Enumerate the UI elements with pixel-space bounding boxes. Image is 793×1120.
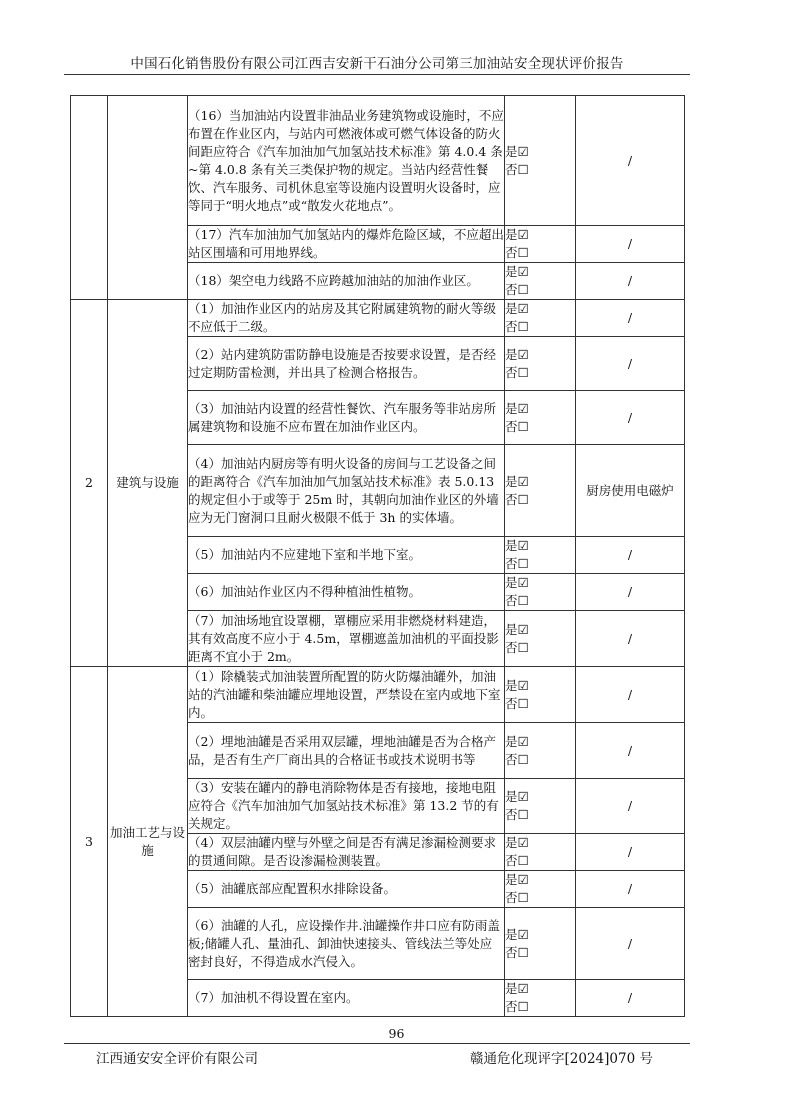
check-note: / [576, 263, 685, 300]
section-category: 建筑与设施 [108, 300, 188, 667]
check-note: / [576, 537, 685, 574]
check-result [505, 391, 576, 445]
result-yes-checked: 是☑ [505, 538, 529, 553]
check-item-description: （16）当加油站内设置非油品业务建筑物或设施时，不应布置在作业区内，与站内可燃液体或可燃气体设备的防火间距应符合《汽车加油加气加氢站技术标准》第 4.0.4 条~第 4.0.8 条有关三类保护物的规定。当站内经营性餐饮、汽车服务、司机休息室等设施内设置明火设备时，应等同于“明火地点”或“散发火花地点”。 [188, 96, 505, 226]
check-result [505, 537, 576, 574]
check-item-description: （1）加油作业区内的站房及其它附属建筑物的耐火等级不应低于二级。 [188, 300, 505, 337]
result-yes-checked: 是☑ [505, 264, 529, 279]
check-result [505, 779, 576, 834]
check-note: / [576, 96, 685, 226]
section-number: 2 [71, 300, 108, 667]
check-result [505, 611, 576, 667]
check-item-description: （2）站内建筑防雷防静电设施是否按要求设置，是否经过定期防雷检测，并出具了检测合格报告。 [188, 337, 505, 391]
check-note: / [576, 667, 685, 723]
check-item-description: （18）架空电力线路不应跨越加油站的加油作业区。 [188, 263, 505, 300]
result-no-unchecked: 否☐ [505, 593, 529, 608]
result-yes-checked: 是☑ [505, 621, 529, 637]
check-item-description: （7）加油场地宜设罩棚，罩棚应采用非燃烧材料建造，其有效高度不应小于 4.5m，罩棚遮盖加油机的平面投影距离不宜小于 2m。 [188, 611, 505, 667]
check-note: / [576, 834, 685, 871]
check-note: / [576, 391, 685, 445]
check-item-description: （4）双层油罐内壁与外壁之间是否有满足渗漏检测要求的贯通间隙。是否设渗漏检测装置。 [188, 834, 505, 871]
result-yes-checked: 是☑ [505, 473, 529, 489]
result-yes-checked: 是☑ [505, 227, 529, 242]
result-yes-checked: 是☑ [505, 575, 529, 590]
check-note: / [576, 226, 685, 263]
check-item-description: （2）埋地油罐是否采用双层罐，埋地油罐是否为合格产品，是否有生产厂商出具的合格证书或技术说明书等 [188, 723, 505, 779]
header-rule [64, 74, 690, 75]
checklist-table [70, 95, 685, 1017]
result-no-unchecked: 否☐ [505, 695, 529, 711]
check-item-description: （5）加油站内不应建地下室和半地下室。 [188, 537, 505, 574]
check-item-description: （6）油罐的人孔，应设操作井.油罐操作井口应有防雨盖板;储罐人孔、量油孔、卸油快速接头、管线法兰等处应密封良好，不得造成水汽侵入。 [188, 908, 505, 980]
check-item-description: （6）加油站作业区内不得种植油性植物。 [188, 574, 505, 611]
result-no-unchecked: 否☐ [505, 999, 529, 1014]
check-result [505, 980, 576, 1017]
check-note: 厨房使用电磁炉 [576, 445, 685, 537]
footer-company: 江西通安安全评价有限公司 [96, 1051, 258, 1067]
check-note: / [576, 300, 685, 337]
result-no-unchecked: 否☐ [505, 944, 529, 960]
check-result [505, 723, 576, 779]
section-category [108, 96, 188, 300]
result-yes-checked: 是☑ [505, 143, 529, 159]
result-no-unchecked: 否☐ [505, 245, 529, 260]
result-yes-checked: 是☑ [505, 301, 529, 316]
result-no-unchecked: 否☐ [505, 853, 529, 868]
check-result [505, 300, 576, 337]
result-no-unchecked: 否☐ [505, 751, 529, 767]
check-note: / [576, 611, 685, 667]
check-note: / [576, 908, 685, 980]
result-yes-checked: 是☑ [505, 733, 529, 749]
result-yes-checked: 是☑ [505, 926, 529, 942]
page-header-title: 中国石化销售股份有限公司江西吉安新干石油分公司第三加油站安全现状评价报告 [130, 56, 624, 72]
result-no-unchecked: 否☐ [505, 319, 529, 334]
result-yes-checked: 是☑ [505, 789, 529, 804]
result-no-unchecked: 否☐ [505, 282, 529, 297]
result-no-unchecked: 否☐ [505, 161, 529, 177]
check-result [505, 667, 576, 723]
check-note: / [576, 574, 685, 611]
check-note: / [576, 779, 685, 834]
check-result [505, 337, 576, 391]
check-result [505, 263, 576, 300]
result-yes-checked: 是☑ [505, 835, 529, 850]
result-yes-checked: 是☑ [505, 346, 529, 362]
check-result [505, 445, 576, 537]
check-item-description: （5）油罐底部应配置积水排除设备。 [188, 871, 505, 908]
section-number: 3 [71, 667, 108, 1017]
result-no-unchecked: 否☐ [505, 364, 529, 380]
check-note: / [576, 871, 685, 908]
footer-rule [64, 1043, 690, 1044]
result-no-unchecked: 否☐ [505, 491, 529, 507]
check-result [505, 871, 576, 908]
check-result [505, 574, 576, 611]
check-note: / [576, 723, 685, 779]
check-result [505, 226, 576, 263]
result-no-unchecked: 否☐ [505, 890, 529, 905]
check-result [505, 908, 576, 980]
check-item-description: （1）除橇装式加油装置所配置的防火防爆油罐外，加油站的汽油罐和柴油罐应埋地设置，严禁设在室内或地下室内。 [188, 667, 505, 723]
check-item-description: （7）加油机不得设置在室内。 [188, 980, 505, 1017]
result-no-unchecked: 否☐ [505, 639, 529, 655]
check-note: / [576, 980, 685, 1017]
check-item-description: （17）汽车加油加气加氢站内的爆炸危险区域，不应超出站区围墙和可用地界线。 [188, 226, 505, 263]
result-yes-checked: 是☑ [505, 677, 529, 693]
section-number [71, 96, 108, 300]
check-result [505, 96, 576, 226]
footer-report-number: 赣通危化现评字[2024]070 号 [470, 1051, 653, 1067]
result-yes-checked: 是☑ [505, 400, 529, 416]
check-result [505, 834, 576, 871]
check-note: / [576, 337, 685, 391]
section-category: 加油工艺与设施 [108, 667, 188, 1017]
result-yes-checked: 是☑ [505, 981, 529, 996]
check-item-description: （3）加油站内设置的经营性餐饮、汽车服务等非站房所属建筑物和设施不应布置在加油作业区内。 [188, 391, 505, 445]
table-row [71, 300, 685, 337]
check-item-description: （4）加油站内厨房等有明火设备的房间与工艺设备之间的距离符合《汽车加油加气加氢站技术标准》表 5.0.13 的规定但小于或等于 25m 时，其朝向加油作业区的外墙应为无门窗洞口且耐火极限不低于 3h 的实体墙。 [188, 445, 505, 537]
result-yes-checked: 是☑ [505, 872, 529, 887]
check-item-description: （3）安装在罐内的静电消除物体是否有接地，接地电阻应符合《汽车加油加气加氢站技术标准》第 13.2 节的有关规定。 [188, 779, 505, 834]
result-no-unchecked: 否☐ [505, 556, 529, 571]
result-no-unchecked: 否☐ [505, 807, 529, 822]
table-row [71, 96, 685, 226]
page-number: 96 [388, 1026, 405, 1041]
table-row [71, 667, 685, 723]
result-no-unchecked: 否☐ [505, 418, 529, 434]
